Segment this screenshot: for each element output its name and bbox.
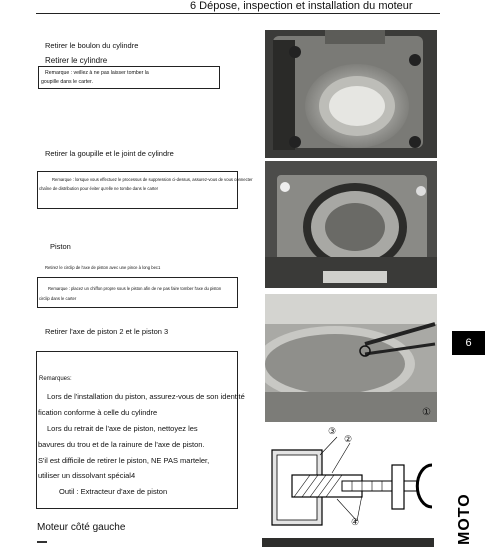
step-remove-cylinder: Retirer le cylindre <box>45 56 108 65</box>
step-remove-pin-gasket: Retirer la goupille et le joint de cylindre <box>45 149 174 158</box>
note-box-1 <box>38 66 220 89</box>
chapter-tab: 6 <box>452 331 485 355</box>
note-2-line-1: Remarque : lorsque vous effectuez le processus de suppression ci-dessus, assurez-vous de vous connecter <box>52 177 253 182</box>
note-2-line-2: chaîne de distribution pour éviter qu'elle ne tombe dans le carter <box>39 186 159 191</box>
remark-line: bavures du trou et de la rainure de l'axe de piston. <box>38 440 205 449</box>
remark-line: fication conforme à celle du cylindre <box>38 408 158 417</box>
remarks-heading: Remarques: <box>39 376 72 382</box>
note-1-line-2: goupille dans le carter. <box>41 79 93 85</box>
note-3-line-2: circlip dans le carter <box>39 296 77 301</box>
section-title: Moteur côté gauche <box>37 522 126 533</box>
photo-piston-circlip <box>265 294 437 422</box>
callout-4-label: ④ <box>351 517 360 527</box>
note-3-line-1: Remarque : placez un chiffon propre sous le piston afin de ne pas faire tomber l'axe du piston <box>48 286 222 291</box>
callout-2-label: ② <box>344 434 353 444</box>
callout-3-label: ③ <box>328 426 337 436</box>
page-header: 6 Dépose, inspection et installation du moteur <box>190 0 413 12</box>
diagram-pin-puller <box>262 425 442 533</box>
callout-1-label: ① <box>422 407 431 418</box>
note-box-3 <box>37 277 238 308</box>
photo-cylinder-removal <box>265 30 437 158</box>
step-remove-axle-piston: Retirer l'axe de piston 2 et le piston 3 <box>45 327 169 336</box>
photo-strip-bottom <box>262 538 434 547</box>
note-box-2 <box>37 171 253 209</box>
remark-line: Lors de l'installation du piston, assurez-vous de son identité <box>47 392 245 401</box>
remark-line: Lors du retrait de l'axe de piston, nettoyez les <box>47 424 198 433</box>
brand-logo: MOTO <box>456 493 473 545</box>
remarks-box <box>36 351 245 509</box>
remark-line: S'il est difficile de retirer le piston, NE PAS marteler, <box>38 456 210 465</box>
remark-line: utiliser un dissolvant spécial4 <box>38 471 136 480</box>
header-rule <box>36 13 440 14</box>
step-piston: Piston <box>50 242 71 251</box>
note-1-line-1: Remarque : veillez à ne pas laisser tomber la <box>45 70 149 76</box>
step-remove-bolt: Retirer le boulon du cylindre <box>45 41 139 50</box>
step-piston-circlip: Retirez le circlip de l'axe de piston avec une pince à long bec1 <box>45 265 161 270</box>
photo-pin-gasket <box>265 161 437 288</box>
remark-line: Outil : Extracteur d'axe de piston <box>59 487 168 496</box>
section-mark <box>37 541 47 549</box>
